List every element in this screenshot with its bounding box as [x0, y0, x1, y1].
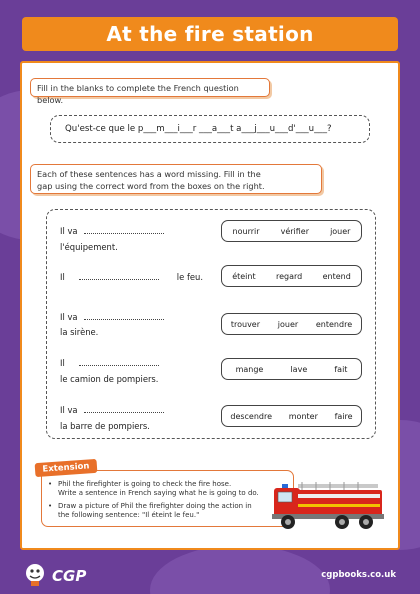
word-option[interactable]: éteint: [232, 271, 256, 281]
answer-blank[interactable]: [84, 225, 164, 234]
instruction-1: [30, 78, 270, 105]
bullet-icon: •: [48, 480, 53, 488]
instruction-1-text: Fill in the blanks to complete the French question below.: [37, 83, 239, 105]
sentence-2: Il le feu.: [60, 272, 204, 282]
word-option[interactable]: lave: [290, 364, 308, 374]
extension-item-2: Draw a picture of Phil the firefighter doing the action in the following sentence: "Il éteint le feu.": [58, 502, 252, 519]
answer-blank[interactable]: [79, 357, 159, 366]
word-option[interactable]: entend: [322, 271, 351, 281]
cgp-logo[interactable]: CGP: [52, 567, 87, 585]
word-option[interactable]: mange: [235, 364, 264, 374]
extension-item-1: Phil the firefighter is going to check the fire hose. Write a sentence in French saying what he is going to do.: [58, 480, 259, 497]
word-option[interactable]: monter: [288, 411, 318, 421]
word-options-1: [221, 220, 362, 242]
word-options-5: [221, 405, 362, 427]
ladder: [298, 484, 378, 488]
sentence-4-line2: le camion de pompiers.: [60, 374, 159, 384]
word-option[interactable]: trouver: [230, 319, 261, 329]
word-option[interactable]: jouer: [330, 226, 351, 236]
cgp-mascot-icon: [22, 561, 48, 587]
extension-tag: Extension: [35, 459, 98, 477]
word-option[interactable]: jouer: [277, 319, 299, 329]
word-options-2: [221, 265, 362, 287]
sentence-3-line2: la sirène.: [60, 327, 99, 337]
sentence-5-line2: la barre de pompiers.: [60, 421, 150, 431]
answer-blank[interactable]: [79, 271, 159, 280]
word-option[interactable]: entendre: [315, 319, 353, 329]
question-box: [50, 115, 370, 143]
sentence-5: Il va: [60, 404, 170, 415]
instruction-2: [30, 164, 322, 194]
sentence-1-line2: l'équipement.: [60, 242, 118, 252]
bullet-icon: •: [48, 502, 53, 510]
word-option[interactable]: nourrir: [232, 226, 260, 236]
sentence-4: Il: [60, 357, 165, 368]
answer-blank[interactable]: [84, 311, 164, 320]
page-title: At the fire station: [22, 17, 398, 51]
word-option[interactable]: vérifier: [280, 226, 309, 236]
instruction-2-line1: Each of these sentences has a word missing. Fill in the: [37, 169, 261, 179]
answer-blank[interactable]: [84, 404, 164, 413]
word-option[interactable]: descendre: [230, 411, 273, 421]
word-option[interactable]: faire: [334, 411, 353, 421]
instruction-2-line2: gap using the correct word from the boxes on the right.: [37, 181, 265, 191]
bg-blob: [150, 545, 330, 594]
word-option[interactable]: fait: [334, 364, 348, 374]
word-options-4: [221, 358, 362, 380]
question-text[interactable]: Qu'est-ce que le p___m___i___r ___a___t a___j___u___d'___u___?: [65, 124, 332, 134]
word-options-3: [221, 313, 362, 335]
footer-url-link[interactable]: cgpbooks.co.uk: [321, 570, 396, 580]
sentence-1: Il va: [60, 225, 170, 236]
word-option[interactable]: regard: [275, 271, 303, 281]
fire-truck-illustration: [268, 476, 386, 532]
sentence-3: Il va: [60, 311, 170, 322]
